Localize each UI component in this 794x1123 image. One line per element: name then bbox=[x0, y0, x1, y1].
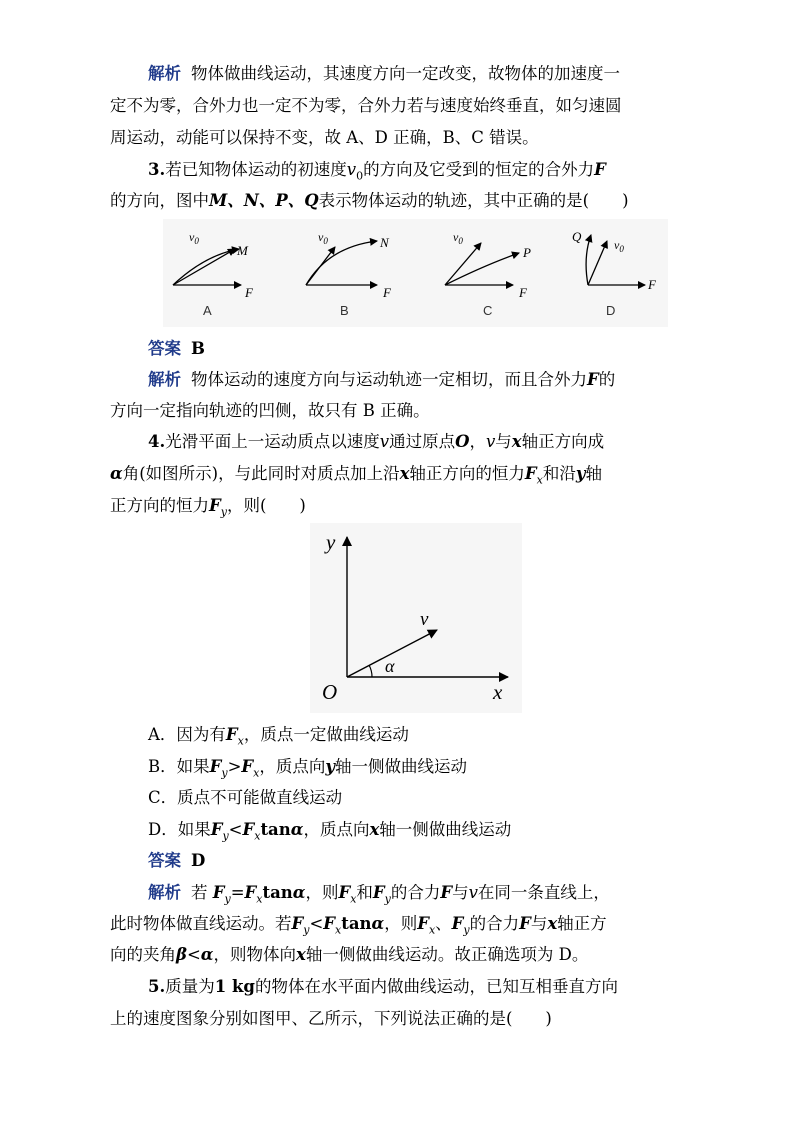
question-4-line-1 bbox=[148, 426, 723, 457]
var-F: F bbox=[372, 883, 385, 902]
option-a bbox=[148, 719, 409, 750]
tan: tan bbox=[260, 820, 291, 839]
label-v0: $v_0$ bbox=[614, 238, 624, 254]
var-F: F bbox=[209, 757, 222, 776]
text: ，质点一定做曲线运动 bbox=[243, 725, 409, 744]
var-alpha: α bbox=[292, 883, 306, 902]
text: ，质点向 bbox=[259, 757, 326, 776]
sub: x bbox=[334, 923, 342, 937]
curve-label: Q bbox=[572, 229, 582, 244]
var-F: F bbox=[209, 496, 221, 515]
text: 在同一条直线上， bbox=[477, 883, 610, 902]
var-F: F bbox=[338, 883, 351, 902]
var-v0: v bbox=[346, 160, 357, 179]
sub: x bbox=[254, 829, 261, 843]
var-v: v bbox=[379, 432, 390, 451]
operator: < bbox=[186, 945, 201, 964]
answer-label: 答案 bbox=[148, 851, 181, 870]
var-F: F bbox=[587, 370, 599, 389]
text: 轴一侧做曲线运动 bbox=[334, 757, 467, 776]
text: ，则 bbox=[305, 883, 339, 902]
var-alpha: α bbox=[371, 914, 385, 933]
text: 若已知物体运动的初速度 bbox=[165, 160, 347, 179]
operator: > bbox=[227, 757, 242, 776]
var-F: F bbox=[242, 820, 255, 839]
v-label: v bbox=[420, 609, 429, 630]
option-letter: B bbox=[340, 303, 349, 318]
figure-background bbox=[310, 523, 522, 713]
text: 与 bbox=[452, 883, 469, 902]
tan: tan bbox=[341, 914, 372, 933]
question-5-line-2 bbox=[110, 1003, 685, 1034]
sub: x bbox=[428, 923, 436, 937]
question-3-answer bbox=[148, 333, 723, 364]
question-4-explanation-line-1 bbox=[148, 877, 723, 908]
var-x: x bbox=[296, 945, 306, 964]
answer-blank: ( ) bbox=[259, 496, 306, 515]
var-y: y bbox=[575, 464, 586, 483]
answer-blank: ( ) bbox=[506, 1009, 552, 1028]
question-3-figure bbox=[163, 219, 668, 327]
text: 质量为 bbox=[165, 977, 215, 996]
question-3-explanation-line-2: 方向一定指向轨迹的凹侧，故只有 B 正确。 bbox=[110, 401, 430, 420]
sub: x bbox=[237, 734, 244, 748]
y-label: y bbox=[326, 530, 336, 554]
text: D．如果 bbox=[148, 820, 211, 839]
text: 表示物体运动的轨迹，其中正确的是 bbox=[318, 191, 583, 210]
sub: x bbox=[536, 473, 543, 487]
explanation-1-line-1 bbox=[148, 58, 723, 89]
operator: = bbox=[230, 883, 245, 902]
question-3-line-2 bbox=[110, 185, 685, 216]
text: 正方向的恒力 bbox=[110, 496, 209, 515]
var-mnpq: M、N、P、Q bbox=[209, 191, 319, 210]
sub: x bbox=[253, 766, 260, 780]
text: 轴一侧做曲线运动。故正确选项为 D。 bbox=[305, 945, 589, 964]
var-x: x bbox=[369, 820, 380, 839]
var-v: v bbox=[485, 432, 496, 451]
origin-label: O bbox=[322, 680, 338, 704]
text: 若 bbox=[191, 883, 208, 902]
explanation-label: 解析 bbox=[148, 64, 181, 83]
answer-blank: ( ) bbox=[582, 191, 629, 210]
text: 的物体在水平面内做曲线运动，已知互相垂直方向 bbox=[254, 977, 618, 996]
force-label: F bbox=[245, 285, 253, 300]
text: 向的夹角 bbox=[110, 945, 176, 964]
sub: y bbox=[463, 923, 470, 937]
var-F: F bbox=[291, 914, 304, 933]
var-x: x bbox=[399, 464, 410, 483]
text: 物体运动的速度方向与运动轨迹一定相切，而且合外力 bbox=[191, 370, 587, 389]
explanation-label: 解析 bbox=[148, 883, 181, 902]
text: 轴一侧做曲线运动 bbox=[379, 820, 512, 839]
curve-label: N bbox=[380, 235, 389, 250]
question-number: 3. bbox=[148, 160, 166, 179]
var-beta: β bbox=[176, 945, 187, 964]
text: ， bbox=[469, 432, 486, 451]
var-x: x bbox=[547, 914, 558, 933]
text: 与 bbox=[530, 914, 548, 933]
text: 的方向及它受到的恒定的合外力 bbox=[363, 160, 595, 179]
force-label: F bbox=[519, 285, 527, 300]
text: B．如果 bbox=[148, 757, 210, 776]
sub: y bbox=[222, 829, 229, 843]
question-4-line-2 bbox=[110, 458, 685, 489]
question-number: 5. bbox=[148, 977, 166, 996]
text: ，质点向 bbox=[303, 820, 370, 839]
var-F: F bbox=[210, 820, 223, 839]
sub: y bbox=[221, 766, 228, 780]
explanation-label: 解析 bbox=[148, 370, 181, 389]
force-label: F bbox=[383, 285, 391, 300]
label-v0: $v_0$ bbox=[189, 230, 199, 246]
question-4-line-3 bbox=[110, 490, 685, 521]
text: A．因为有 bbox=[148, 725, 226, 744]
text: 和沿 bbox=[542, 464, 576, 483]
x-label: x bbox=[493, 680, 503, 704]
var-F: F bbox=[440, 883, 453, 902]
option-letter: C bbox=[483, 303, 493, 318]
operator: < bbox=[309, 914, 324, 933]
sub: y bbox=[224, 892, 231, 906]
answer-value: D bbox=[191, 851, 206, 870]
figure-background bbox=[163, 219, 668, 327]
text: ，则 bbox=[384, 914, 418, 933]
option-d bbox=[148, 814, 511, 845]
option-letter: D bbox=[606, 303, 616, 318]
text: 物体做曲线运动，其速度方向一定改变，故物体的加速度一 bbox=[191, 64, 620, 83]
var-v: v bbox=[468, 883, 478, 902]
text: 此时物体做直线运动。若 bbox=[110, 914, 292, 933]
option-b bbox=[148, 751, 467, 782]
sub: y bbox=[220, 505, 227, 519]
var-F: F bbox=[323, 914, 335, 933]
text: 角(如图所示)，与此同时对质点加上沿 bbox=[122, 464, 400, 483]
label-v0: $v_0$ bbox=[453, 230, 463, 246]
text: 轴 bbox=[585, 464, 602, 483]
text: 通过原点 bbox=[389, 432, 456, 451]
answer-value: B bbox=[191, 339, 205, 358]
question-number: 4. bbox=[148, 432, 166, 451]
text: 轴正方 bbox=[557, 914, 607, 933]
explanation-1-line-3: 周运动，动能可以保持不变，故 A、D 正确，B、C 错误。 bbox=[110, 128, 539, 147]
var-F: F bbox=[225, 725, 238, 744]
question-4-explanation-line-2 bbox=[110, 908, 685, 939]
var-F: F bbox=[244, 883, 257, 902]
option-letter: A bbox=[203, 303, 212, 318]
var-F: F bbox=[451, 914, 464, 933]
operator: < bbox=[228, 820, 243, 839]
var-y: y bbox=[325, 757, 335, 776]
var-alpha: α bbox=[200, 945, 214, 964]
var-F: F bbox=[519, 914, 531, 933]
explanation-1-line-2: 定不为零，合外力也一定不为零，合外力若与速度始终垂直，如匀速圆 bbox=[110, 96, 622, 115]
var-F: F bbox=[417, 914, 429, 933]
answer-label: 答案 bbox=[148, 339, 181, 358]
sub: x bbox=[350, 892, 357, 906]
var-F: F bbox=[212, 883, 225, 902]
text: ，则物体向 bbox=[213, 945, 296, 964]
text: 和 bbox=[356, 883, 373, 902]
curve-label: P bbox=[523, 245, 531, 260]
text: 、 bbox=[435, 914, 452, 933]
text: 的 bbox=[598, 370, 616, 389]
text: 上的速度图象分别如图甲、乙所示，下列说法正确的是 bbox=[110, 1009, 506, 1028]
var-F: F bbox=[241, 757, 254, 776]
question-3-explanation-line-1 bbox=[148, 364, 723, 395]
sub: y bbox=[303, 923, 310, 937]
sub: x bbox=[256, 892, 263, 906]
var-F: F bbox=[594, 160, 606, 179]
text: 的合力 bbox=[469, 914, 520, 933]
text: 轴正方向的恒力 bbox=[409, 464, 525, 483]
var-alpha: α bbox=[110, 464, 123, 483]
option-c: C．质点不可能做直线运动 bbox=[148, 788, 343, 807]
question-5-line-1 bbox=[148, 971, 723, 1002]
sub: 0 bbox=[356, 169, 364, 183]
var-alpha: α bbox=[290, 820, 304, 839]
label-v0: $v_0$ bbox=[318, 230, 328, 246]
mass-value: 1 kg bbox=[214, 977, 255, 996]
sub: y bbox=[384, 892, 391, 906]
alpha-label: α bbox=[385, 656, 395, 676]
var-F: F bbox=[524, 464, 537, 483]
text: 光滑平面上一运动质点以速度 bbox=[165, 432, 380, 451]
force-label: F bbox=[648, 277, 656, 292]
tan: tan bbox=[262, 883, 293, 902]
curve-label: M bbox=[237, 243, 248, 258]
question-3-line-1 bbox=[148, 154, 723, 185]
text: 轴正方向成 bbox=[521, 432, 605, 451]
text: 与 bbox=[495, 432, 512, 451]
text: 的合力 bbox=[390, 883, 441, 902]
text: ，则 bbox=[226, 496, 260, 515]
var-x: x bbox=[511, 432, 522, 451]
question-4-figure bbox=[310, 523, 522, 713]
question-4-answer bbox=[148, 845, 723, 876]
question-4-explanation-line-3 bbox=[110, 939, 685, 970]
text: 的方向，图中 bbox=[110, 191, 209, 210]
var-O: O bbox=[455, 432, 470, 451]
